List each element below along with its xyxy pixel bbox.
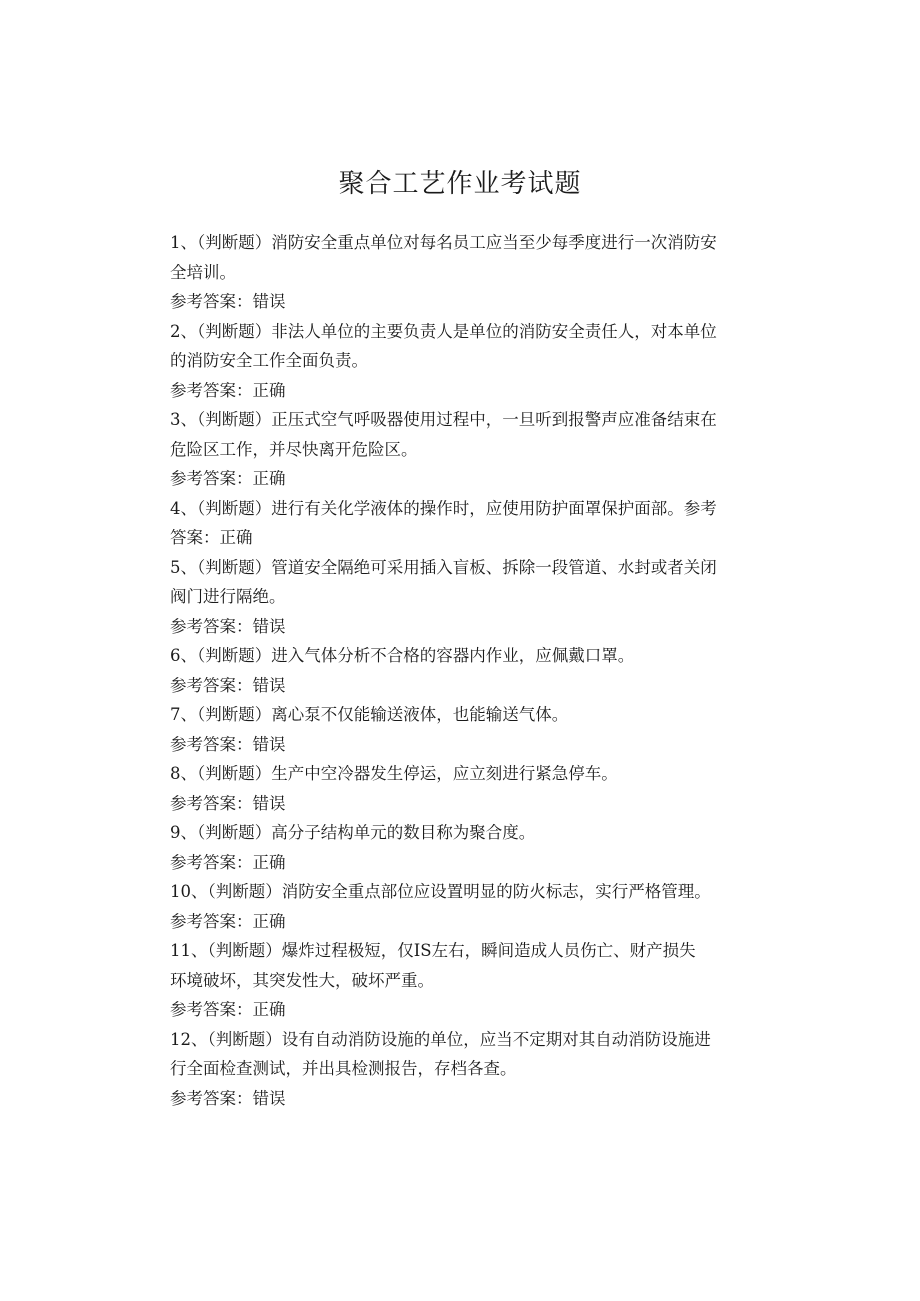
- text-line: 5、（判断题）管道安全隔绝可采用插入盲板、拆除一段管道、水封或者关闭: [170, 557, 717, 577]
- text-line: 行全面检查测试，并出具检测报告，存档各查。: [170, 1059, 517, 1078]
- text-line: 6、（判断题）进入气体分析不合格的容器内作业，应佩戴口罩。: [170, 646, 635, 665]
- question-list: [170, 228, 745, 1113]
- text-line: 12、（判断题）设有自动消防设施的单位，应当不定期对其自动消防设施进: [170, 1029, 711, 1049]
- text-line: 环境破坏，其突发性大，破坏严重。: [170, 970, 434, 990]
- text-line: 阀门进行隔绝。: [170, 587, 286, 606]
- text-line: 3、（判断题）正压式空气呼吸器使用过程中，一旦听到报警声应准备结束在: [170, 410, 717, 429]
- answer-line: 参考答案：错误: [170, 616, 286, 636]
- answer-line: 参考答案：正确: [170, 852, 286, 872]
- text-line: 10、（判断题）消防安全重点部位应设置明显的防火标志，实行严格管理。: [170, 882, 711, 901]
- document-title: 聚合工艺作业考试题: [338, 169, 582, 199]
- text-line: 8、（判断题）生产中空冷器发生停运，应立刻进行紧急停车。: [170, 764, 618, 783]
- answer-line: 参考答案：错误: [170, 292, 286, 311]
- text-line: 11、（判断题）爆炸过程极短，仅IS左右，瞬间造成人员伤亡、财产损失: [170, 941, 696, 960]
- text-line: 2、（判断题）非法人单位的主要负责人是单位的消防安全责任人，对本单位: [170, 321, 717, 341]
- answer-line: 参考答案：错误: [170, 793, 286, 813]
- answer-line: 参考答案：错误: [170, 734, 286, 754]
- answer-line: 参考答案：正确: [170, 1000, 286, 1019]
- answer-line: 参考答案：正确: [170, 469, 286, 488]
- answer-line: 参考答案：正确: [170, 911, 286, 931]
- answer-line: 参考答案：错误: [170, 675, 286, 695]
- text-line: 1、（判断题）消防安全重点单位对每名员工应当至少每季度进行一次消防安: [170, 233, 717, 252]
- text-line: 危险区工作，并尽快离开危险区。: [170, 439, 418, 459]
- text-line: 7、（判断题）离心泵不仅能输送液体，也能输送气体。: [170, 705, 569, 724]
- answer-line: 答案：正确: [170, 528, 253, 547]
- text-line: 4、（判断题）进行有关化学液体的操作时，应使用防护面罩保护面部。参考: [170, 498, 717, 518]
- answer-line: 参考答案：错误: [170, 1088, 286, 1108]
- answer-line: 参考答案：正确: [170, 380, 286, 400]
- text-line: 9、（判断题）高分子结构单元的数目称为聚合度。: [170, 823, 536, 842]
- text-line: 全培训。: [170, 262, 236, 282]
- text-line: 的消防安全工作全面负责。: [170, 351, 368, 370]
